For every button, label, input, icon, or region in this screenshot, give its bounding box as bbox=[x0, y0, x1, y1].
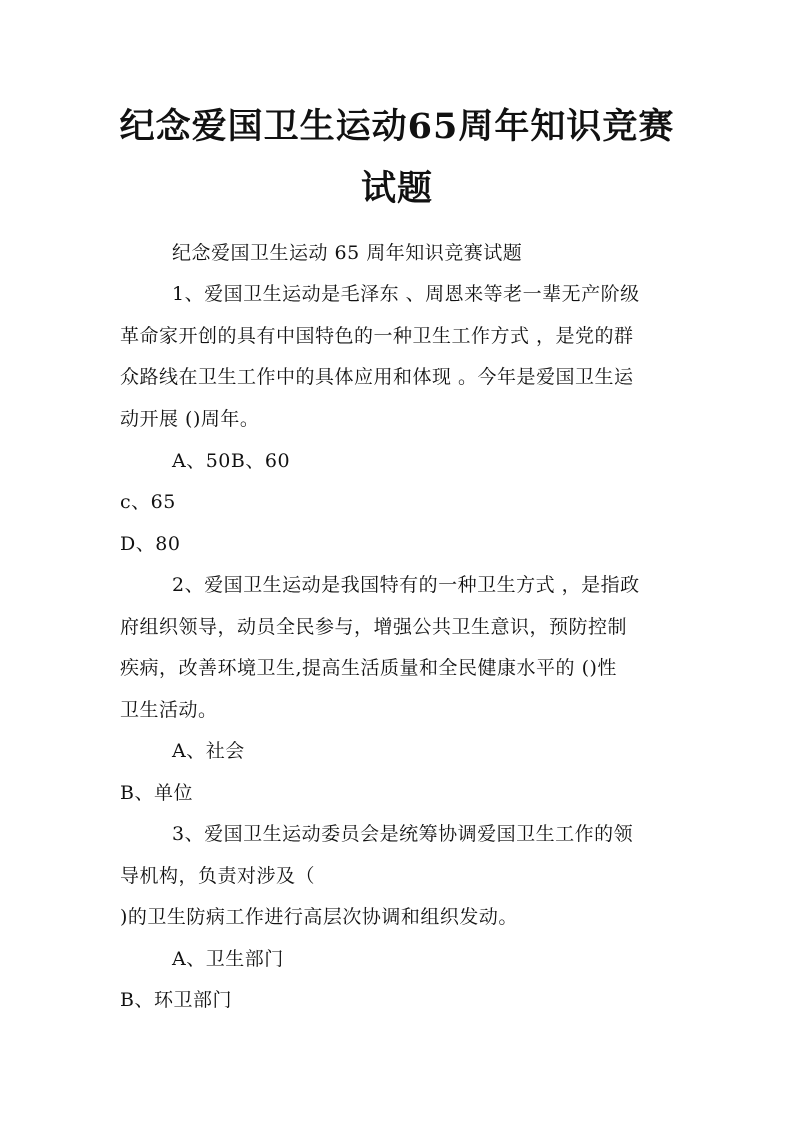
question-1-line-2: 革命家开创的具有中国特色的一种卫生工作方式 ，是党的群 bbox=[120, 325, 634, 347]
question-2-line-4: 卫生活动。 bbox=[120, 699, 218, 721]
question-1-option-c: c、65 bbox=[120, 491, 176, 513]
question-1-line-4: 动开展 ()周年。 bbox=[120, 408, 260, 430]
subtitle-line: 纪念爱国卫生运动 65 周年知识竞赛试题 bbox=[172, 242, 523, 264]
document-title-line-1: 纪念爱国卫生运动65周年知识竞赛 bbox=[119, 106, 675, 147]
document-title-line-2: 试题 bbox=[360, 168, 433, 209]
question-3-line-2: 导机构，负责对涉及（ bbox=[120, 865, 316, 887]
question-2-line-3: 疾病，改善环境卫生,提高生活质量和全民健康水平的 ()性 bbox=[120, 657, 617, 679]
question-3-line-3: )的卫生防病工作进行高层次协调和组织发动。 bbox=[120, 906, 518, 928]
question-2-line-1: 2、爱国卫生运动是我国特有的一种卫生方式 ，是指政 bbox=[172, 574, 640, 596]
question-3-option-b: B、环卫部门 bbox=[120, 989, 232, 1011]
question-1-option-d: D、80 bbox=[120, 533, 181, 555]
question-2-option-b: B、单位 bbox=[120, 782, 193, 804]
question-3-option-a: A、卫生部门 bbox=[172, 948, 284, 970]
question-2-option-a: A、社会 bbox=[172, 740, 245, 762]
question-3-line-1: 3、爱国卫生运动委员会是统筹协调爱国卫生工作的领 bbox=[172, 823, 634, 845]
question-1-line-3: 众路线在卫生工作中的具体应用和体现 。今年是爱国卫生运 bbox=[120, 366, 634, 388]
question-1-line-1: 1、爱国卫生运动是毛泽东 、周恩来等老一辈无产阶级 bbox=[172, 283, 640, 305]
question-1-option-ab: A、50B、60 bbox=[172, 450, 291, 472]
question-2-line-2: 府组织领导，动员全民参与，增强公共卫生意识，预防控制 bbox=[120, 616, 628, 638]
